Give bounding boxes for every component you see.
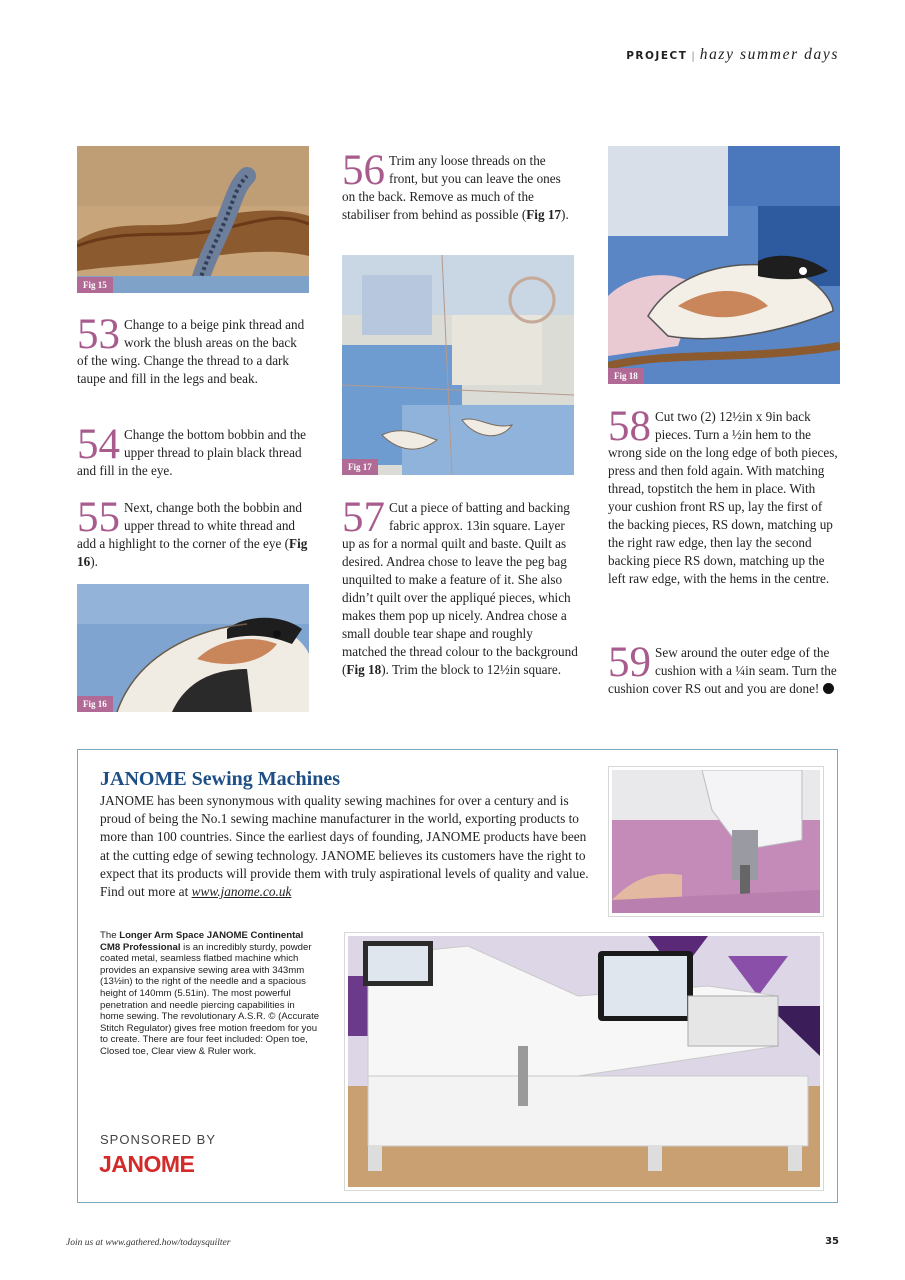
- step-text: Change to a beige pink thread and work the blush areas on the back of the wing. Change the thread to a dark taupe and fill in the legs and beak.: [77, 317, 305, 386]
- running-header: [626, 46, 839, 64]
- sponsor-link[interactable]: www.janome.co.uk: [191, 884, 292, 900]
- machine-caption: [100, 930, 320, 1058]
- step-54: [77, 421, 309, 480]
- sponsor-body-text: JANOME has been synonymous with quality sewing machines for over a century and is proud of being the No.1 sewing machine manufacturer in the world, exporting products to more than 100 countries. Since the earliest days of founding, JANOME products have been at the cutting edge of sewing technology. JANOME believes its customers have the right to expect that its products will provide them with truly aspirational levels of quality and value. Find out more at: [100, 793, 589, 900]
- figure-ref: Fig 16: [77, 536, 308, 569]
- step-number: 54: [77, 421, 120, 468]
- section-label: PROJECT: [626, 50, 688, 62]
- fig-18-image: [608, 146, 840, 384]
- step-number: 55: [77, 494, 120, 541]
- step-number: 56: [342, 147, 385, 194]
- step-text: Sew around the outer edge of the cushion with a ¼in seam. Turn the cushion cover RS out and you are done!: [608, 645, 837, 696]
- step-56: [342, 147, 574, 224]
- sponsored-by-label: SPONSORED BY: [100, 1132, 217, 1147]
- sponsor-body: [100, 792, 590, 901]
- figure-ref: Fig 18: [346, 662, 382, 677]
- step-text: Next, change both the bobbin and upper thread to white thread and add a highlight to the corner of the eye (: [77, 500, 302, 551]
- sewing-photo-small: [609, 767, 823, 916]
- fig-18-label: Fig 18: [608, 368, 644, 384]
- footer-web-address: Join us at www.gathered.how/todaysquilter: [66, 1238, 231, 1248]
- fig-17-label: Fig 17: [342, 459, 378, 475]
- fig-17-image: [342, 255, 574, 475]
- figure-ref: Fig 17: [526, 207, 562, 222]
- step-text-end: ). Trim the block to 12½in square.: [381, 662, 562, 677]
- step-number: 57: [342, 494, 385, 541]
- caption-product-name: Longer Arm Space JANOME Continental CM8 Professional: [100, 930, 304, 953]
- step-53: [77, 311, 309, 388]
- step-text: Cut two (2) 12½in x 9in back pieces. Turn a ½in hem to the wrong side on the long edge of both pieces, press and then fold again. With matching thread, topstitch the hem in place. With your cushion front RS up, lay the first of the backing pieces, RS down, matching up the right raw edge, then lay the second backing piece RS down, matching up the left raw edge, with the hems in the centre.: [608, 409, 838, 586]
- step-58: [608, 403, 840, 588]
- step-number: 58: [608, 403, 651, 450]
- page-number: 35: [825, 1236, 839, 1247]
- header-separator: |: [691, 51, 696, 62]
- sewing-machine-photo: [345, 933, 823, 1190]
- fig-16-image: [77, 584, 309, 712]
- step-number: 53: [77, 311, 120, 358]
- end-mark-icon: [823, 683, 834, 694]
- step-number: 59: [608, 639, 651, 686]
- article-title: hazy summer days: [699, 46, 839, 63]
- fig-15-image: [77, 146, 309, 293]
- step-57: [342, 494, 578, 679]
- sponsor-title: JANOME Sewing Machines: [100, 768, 340, 790]
- step-text: Change the bottom bobbin and the upper thread to plain black thread and fill in the eye.: [77, 427, 307, 478]
- janome-logo: JANOME: [99, 1151, 195, 1177]
- caption-text: is an incredibly sturdy, powder coated metal, seamless flatbed machine which provides an expansive sewing area with 343mm (13½in) to the right of the needle and a spacious height of 140mm (5.51in). The most powerful penetration and needle piercing capabilities in home sewing. The revolutionary A.S.R. © (Accurate Stitch Regulator) gives free motion freedom for you to create. There are four feet included: Open toe, Closed toe, Clear view & Ruler work.: [100, 941, 320, 1057]
- fig-15-label: Fig 15: [77, 277, 113, 293]
- caption-intro: The: [100, 930, 120, 941]
- step-text: Cut a piece of batting and backing fabric approx. 13in square. Layer up as for a normal quilt and baste. Quilt as desired. Andrea chose to leave the peg bag unquilted to make a feature of it. She also didn’t quilt over the appliqué pieces, which makes them pop up nicely. Andrea chose a small double tear shape and roughly matched the thread colour to the background (: [342, 500, 578, 677]
- fig-16-label: Fig 16: [77, 696, 113, 712]
- step-text-end: ).: [561, 207, 569, 222]
- step-59: [608, 639, 840, 698]
- step-55: [77, 494, 309, 571]
- step-text-end: ).: [90, 554, 98, 569]
- step-text: Trim any loose threads on the front, but you can leave the ones on the back. Remove as much of the stabiliser from behind as possible (: [342, 153, 561, 222]
